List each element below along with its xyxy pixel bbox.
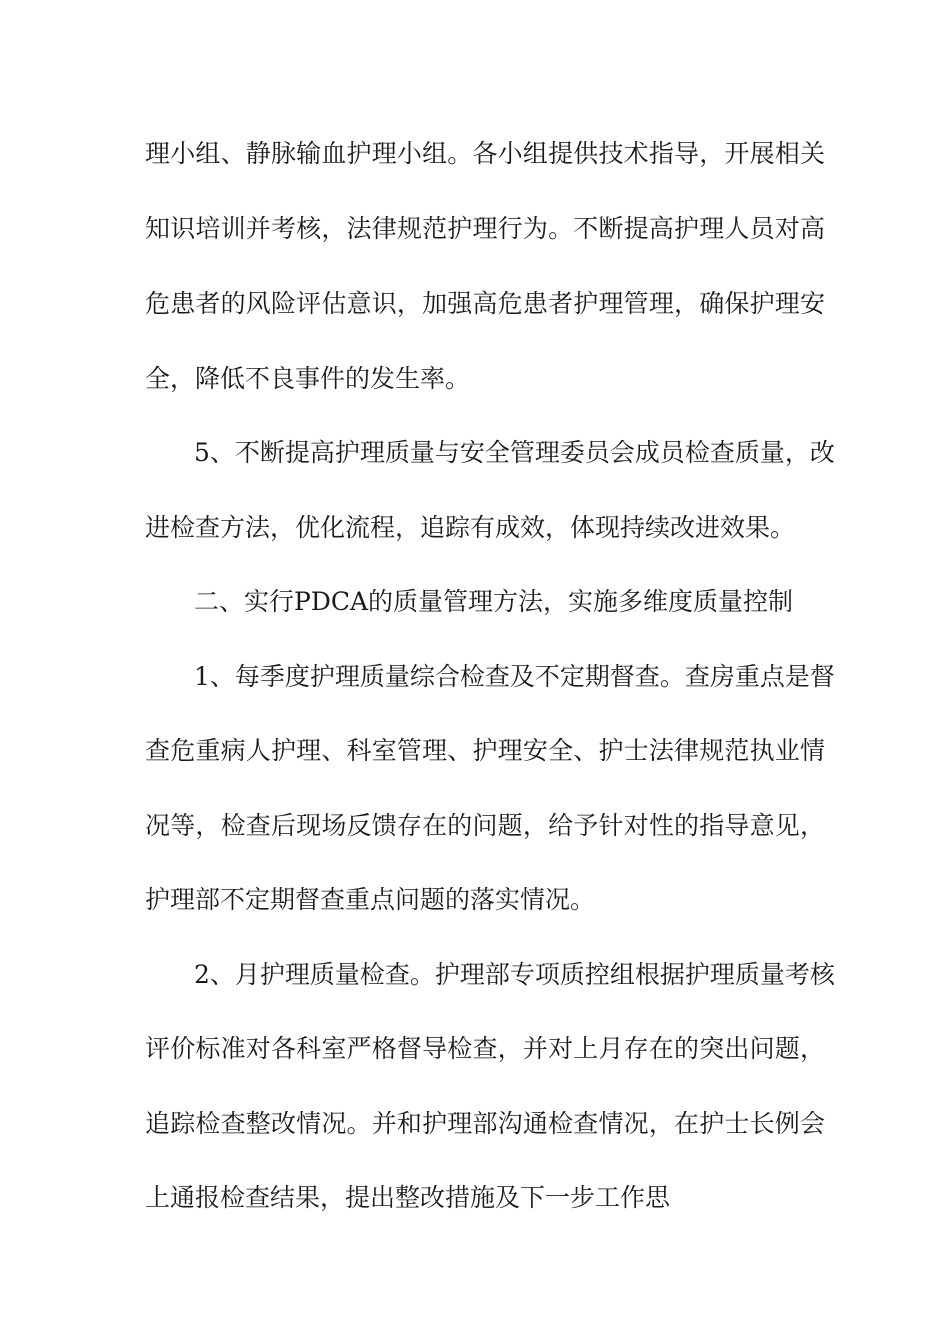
- text-line: 2、月护理质量检查。护理部专项质控组根据护理质量考核: [194, 960, 835, 989]
- text-line: 评价标准对各科室严格督导检查，并对上月存在的突出问题，: [145, 1034, 825, 1063]
- text-line: 查危重病人护理、科室管理、护理安全、护士法律规范执业情: [145, 736, 825, 765]
- text-line: 危患者的风险评估意识，加强高危患者护理管理，确保护理安: [145, 289, 825, 318]
- text-line: 理小组、静脉输血护理小组。各小组提供技术指导，开展相关: [145, 139, 825, 168]
- text-line: 1、每季度护理质量综合检查及不定期督查。查房重点是督: [194, 662, 835, 691]
- text-line: 上通报检查结果，提出整改措施及下一步工作思: [145, 1183, 671, 1212]
- text-line: 5、不断提高护理质量与安全管理委员会成员检查质量，改: [194, 438, 835, 467]
- text-line: 进检查方法，优化流程，追踪有成效，体现持续改进效果。: [145, 513, 796, 542]
- text-line: 知识培训并考核，法律规范护理行为。不断提高护理人员对高: [145, 214, 825, 243]
- section-heading: 二、实行PDCA的质量管理方法，实施多维度质量控制: [194, 587, 794, 616]
- text-line: 追踪检查整改情况。并和护理部沟通检查情况，在护士长例会: [145, 1109, 825, 1138]
- text-line: 况等，检查后现场反馈存在的问题，给予针对性的指导意见，: [145, 811, 825, 840]
- text-line: 全，降低不良事件的发生率。: [145, 364, 471, 393]
- text-line: 护理部不定期督查重点问题的落实情况。: [145, 885, 596, 914]
